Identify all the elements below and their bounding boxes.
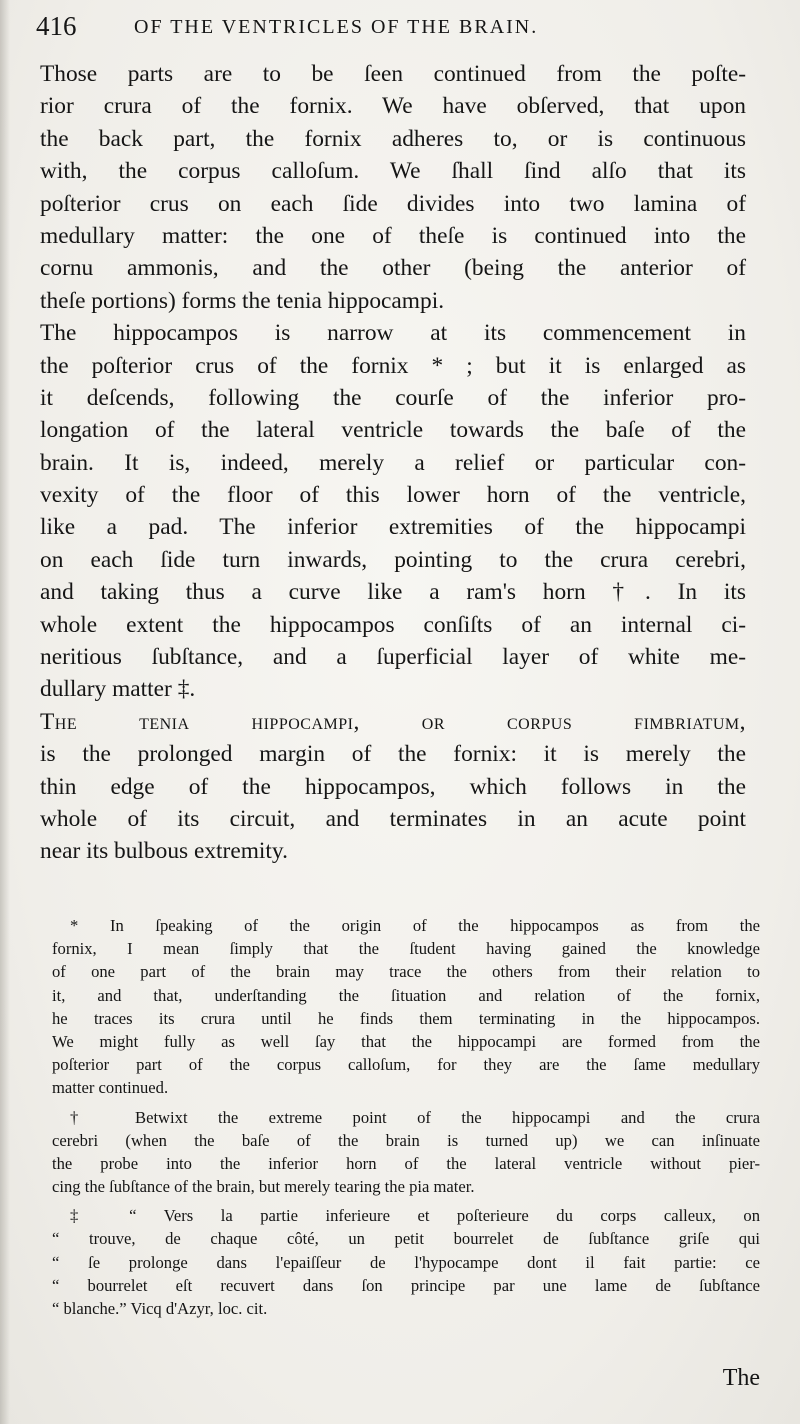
text-line: The tenia hippocampi, or corpus fimbriatum, (40, 708, 746, 735)
text-line: thin edge of the hippocampos, which follows in the (40, 773, 746, 800)
text-line: neritious ſubſtance, and a ſuperficial layer of white me- (40, 644, 746, 671)
footnote-line: cerebri (when the baſe of the brain is turned up) we can inſinuate (52, 1130, 760, 1150)
text-line: is the prolonged margin of the fornix: it is merely the (40, 741, 746, 768)
footnote-line: We might fully as well ſay that the hippocampi are formed from the (52, 1031, 760, 1051)
text-line: poſterior crus on each ſide divides into two lamina of (40, 190, 746, 217)
text-line: with, the corpus calloſum. We ſhall ſind alſo that its (40, 158, 746, 185)
footnote-line: “ bourrelet eſt recuvert dans ſon principe par une lame de ſubſtance (52, 1275, 760, 1295)
text-line: it deſcends, following the courſe of the inferior pro- (40, 384, 746, 411)
footnote-line: of one part of the brain may trace the others from their relation to (52, 962, 760, 982)
footnote-line: “ blanche.” Vicq d'Azyr, loc. cit. (52, 1299, 268, 1318)
footnote-line: poſterior part of the corpus calloſum, for they are the ſame medullary (52, 1055, 760, 1075)
text-line: medullary matter: the one of theſe is continued into the (40, 222, 746, 249)
footnote-line: “ trouve, de chaque côté, un petit bourrelet de ſubſtance griſe qui (52, 1229, 760, 1249)
gutter-shadow (0, 0, 10, 1424)
catchword: The (722, 1365, 760, 1391)
footnote-line: the probe into the inferior horn of the lateral ventricle without pier- (52, 1153, 760, 1173)
main-text (40, 58, 746, 868)
text-line: longation of the lateral ventricle towards the baſe of the (40, 417, 746, 444)
text-line: rior crura of the fornix. We have obſerved, that upon (40, 93, 746, 120)
footnote-line: he traces its crura until he finds them terminating in the hippocampos. (52, 1008, 760, 1028)
running-head: OF THE VENTRICLES OF THE BRAIN. (134, 16, 539, 38)
text-line: whole extent the hippocampos conſiſts of an internal ci- (40, 611, 746, 638)
page-number: 416 (36, 11, 77, 41)
footnote-line: matter continued. (52, 1078, 169, 1098)
page-header (36, 8, 776, 44)
footnote-line: “ ſe prolonge dans l'epaiſſeur de l'hypocampe dont il fait partie: ce (52, 1252, 760, 1272)
footnotes (52, 914, 760, 1320)
text-line: vexity of the floor of this lower horn of the ventricle, (40, 482, 746, 509)
text-line: theſe portions) forms the tenia hippocampi. (40, 287, 445, 314)
text-line: brain. It is, indeed, merely a relief or particular con- (40, 449, 746, 476)
text-line: and taking thus a curve like a ram's horn †. In its (40, 579, 746, 606)
footnote-line: * In ſpeaking of the origin of the hippocampos as from the (70, 916, 760, 935)
footnote-line: it, and that, underſtanding the ſituation and relation of the fornix, (52, 985, 760, 1005)
footnote-line: fornix, I mean ſimply that the ſtudent having gained the knowledge (52, 939, 760, 959)
text-line: Those parts are to be ſeen continued from the poſte- (40, 61, 746, 87)
footnote-line: ‡ “ Vers la partie inferieure et poſterieure du corps calleux, on (70, 1206, 760, 1226)
text-line: like a pad. The inferior extremities of the hippocampi (40, 514, 746, 541)
text-line: the back part, the fornix adheres to, or is continuous (40, 125, 746, 152)
text-line: the poſterior crus of the fornix * ; but it is enlarged as (40, 352, 746, 379)
text-line: dullary matter ‡. (40, 676, 196, 703)
footnote-line: † Betwixt the extreme point of the hippocampi and the crura (70, 1107, 760, 1127)
text-line: The hippocampos is narrow at its commencement in (40, 320, 746, 347)
text-line: on each ſide turn inwards, pointing to the crura cerebri, (40, 546, 746, 573)
text-line: near its bulbous extremity. (40, 838, 288, 865)
text-line: cornu ammonis, and the other (being the anterior of (40, 255, 746, 282)
text-line: whole of its circuit, and terminates in an acute point (40, 805, 746, 832)
footnote-line: cing the ſubſtance of the brain, but merely tearing the pia mater. (52, 1177, 475, 1197)
